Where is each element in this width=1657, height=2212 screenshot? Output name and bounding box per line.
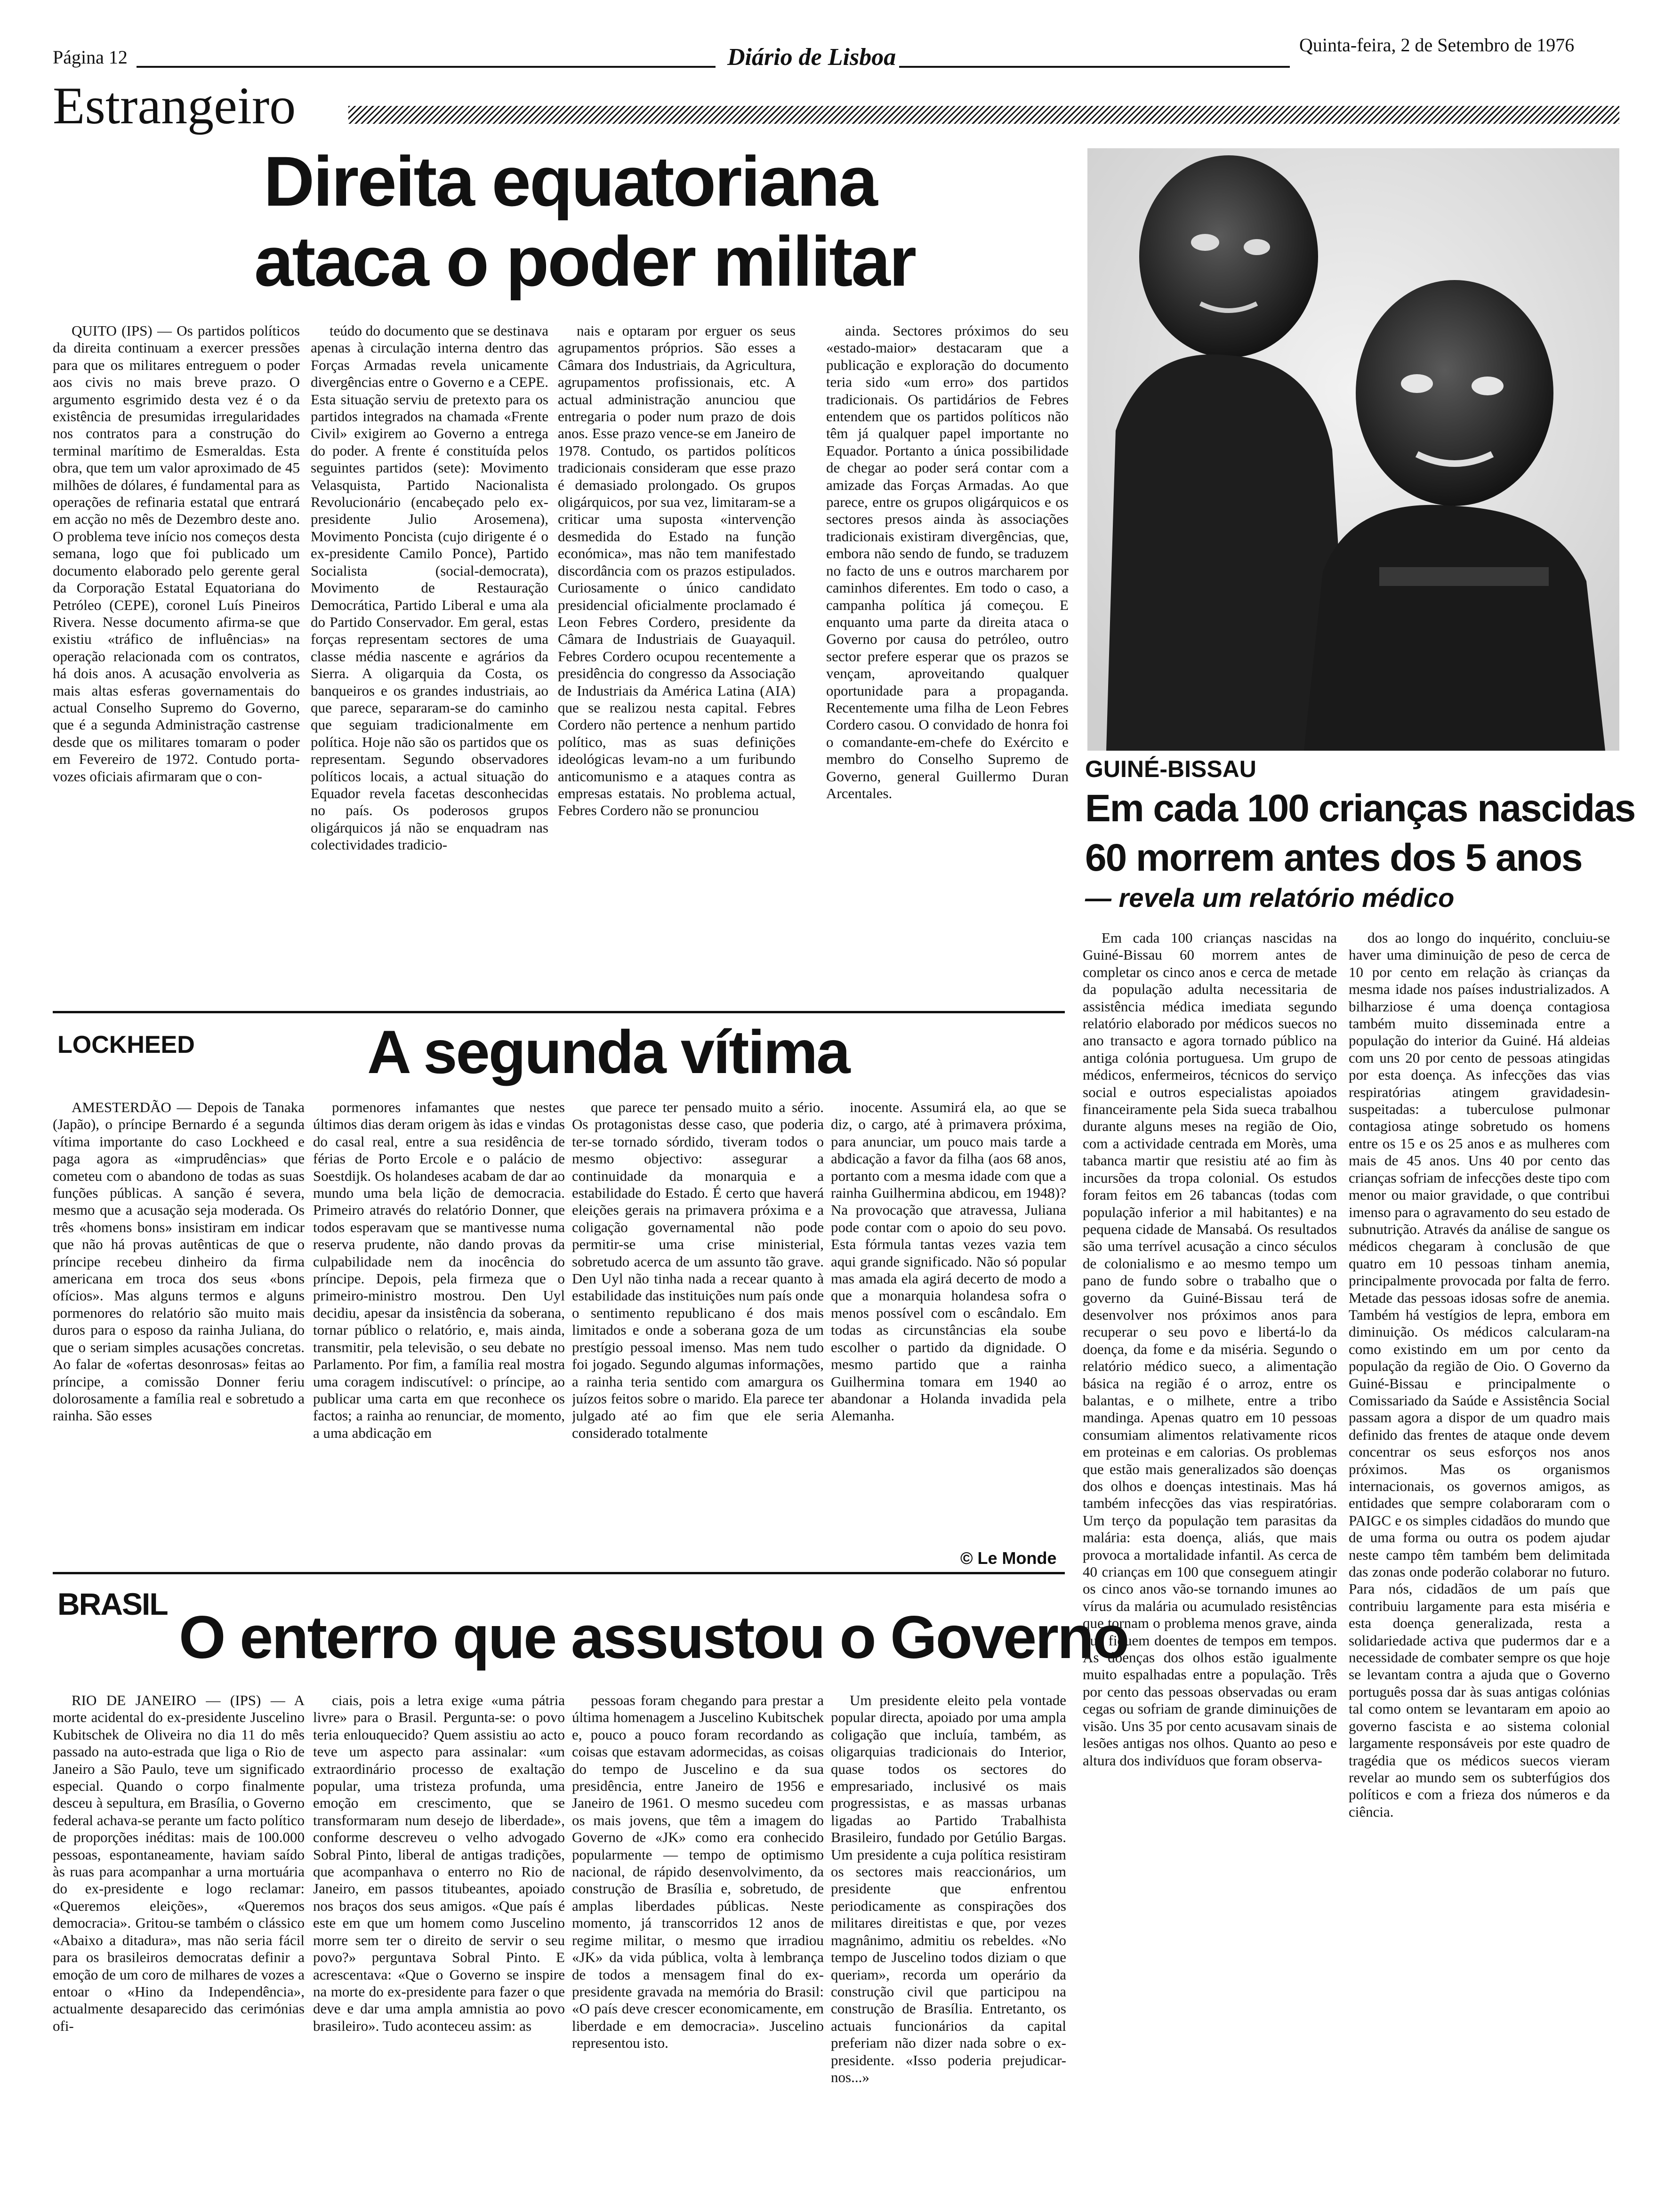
lockheed-kicker: LOCKHEED [57,1031,195,1058]
page-number: Página 12 [53,47,128,68]
masthead-rule-left [137,66,716,68]
article1-column [311,322,548,1000]
article1-col4-text: ainda. Sectores próximos do seu «estado-maior» destacaram que a publicação e exploração do documento teria sido «um erro» dos partidos tradicionais. Os partidários de Febres entendem que os partidos políticos não têm já qualquer papel importante no Equador. Portanto a única possibilidade de chegar ao poder será contar com a amizade das Forças Armadas. Ao que parece, entre os grupos oligárquicos e os sectores presos ainda às associações tradicionais existiram divergências, que, embora não sendo de fundo, se traduzem no facto de uns e outros marcharem por caminhos diferentes. Em todo o caso, a campanha política já começou. E enquanto uma parte da direita ataca o Governo por causa do petróleo, outro sector prefere esperar que os prazos se vençam, aproveitando qualquer oportunidade para a propaganda. Recentemente uma filha de Leon Febres Cordero casou. O convidado de honra foi o comandante-em-chefe do Exército e membro do Conselho Supremo de Governo, general Guillermo Duran Arcentales. [826,322,1069,801]
brasil-title: O enterro que assustou o Governo [179,1604,1128,1671]
guine-column [1349,930,1610,2139]
lockheed-col3-text: que parece ter pensado muito a sério. Os protagonistas desse caso, que poderia ter-se tornado sórdido, tiveram todos o mesmo objectivo: assegurar a continuidade da monarquia e a estabilidade do Estado. É certo que haverá eleições gerais na primavera próxima e a coligação governamental não pode permitir-se uma crise ministerial, sobretudo acerca de um assunto tão grave. Den Uyl não tinha nada a recear quanto à estabilidade das instituições num país onde o sentimento republicano é dos mais limitados e onde a soberana goza de um prestígio pessoal imenso. Mas nem tudo foi jogado. Segundo algumas informações, a rainha teria sentido com amargura os juízos feitos sobre o marido. Ela parece ter julgado até ao fim que ele seria considerado totalmente [572,1099,824,1441]
section-hatch [348,106,1619,124]
brasil-kicker: BRASIL [57,1587,168,1621]
brasil-column [572,1692,824,2177]
article1-col2-text: teúdo do documento que se destinava apenas à circulação interna dentro das Forças Armadas revela unicamente divergências entre o Governo e a CEPE. Esta situação serviu de pretexto para os partidos integrados na chamada «Frente Civil» exigirem ao Governo a entrega do poder. A frente é constituída pelos seguintes partidos (sete): Movimento Velasquista, Partido Nacionalista Revolucionário (encabeçado pelo ex-presidente Julio Arosemena), Movimento Poncista (cujo dirigente é o ex-presidente Camilo Ponce), Partido Socialista (social-democrata), Movimento de Restauração Democrática, Partido Liberal e uma ala do Partido Conservador. Em geral, estas forças representam sectores de uma classe média nascente e agrários da Sierra. A oligarquia da Costa, os banqueiros e os grandes industriais, ao que parece, separaram-se do caminho que seguiam tradicionalmente em política. Hoje não são os partidos que os representam. Segundo observadores políticos locais, a actual situação do Equador revela facetas desconhecidas no país. Os poderosos grupos oligárquicos já não se enquadram nas colectividades tradicio- [311,322,548,853]
children-photo [1087,148,1619,751]
guine-title-line2: 60 morrem antes dos 5 anos [1085,836,1582,879]
article1-column [53,322,300,1000]
article1-column [558,322,796,1000]
brasil-col3-text: pessoas foram chegando para prestar a última homenagem a Juscelino Kubitschek e, pouco a pouco foram recordando as coisas que estavam adormecidas, as coisas do tempo de Juscelino e da sua presidência, entre Janeiro de 1956 e Janeiro de 1961. O mesmo sucedeu com os mais jovens, que têm a imagem do Governo de «JK» como era conhecido popularmente — tempo de optimismo nacional, de rápido desenvolvimento, da construção de Brasília e, sobretudo, de amplas liberdades públicas. Neste momento, já transcorridos 12 anos de regime militar, o mesmo que irradiou «JK» da vida pública, volta à lembrança de todos a mensagem final do ex-presidente gravada na memória do Brasil: «O país deve crescer economicamente, em liberdade e em democracia». Juscelino representou isto. [572,1692,824,2052]
brasil-top-rule [53,1572,1065,1574]
brasil-col2-text: ciais, pois a letra exige «uma pátria livre» para o Brasil. Pergunta-se: o povo teria enlouquecido? Quem assistiu ao acto teve um aspecto para assinalar: «um extraordinário processo de exaltação popular, uma tristeza profunda, uma emoção em crescimento, que se transformaram num desejo de liberdade», conforme descreveu o velho advogado Sobral Pinto, liberal de antigas tradições, que acompanhava o enterro no Rio de Janeiro, em passos titubeantes, apoiado nos braços dos seus amigos. «Que país é este em que um homem como Juscelino morre sem ter o direito de servir o seu povo?» perguntava Sobral Pinto. E acrescentava: «Que o Governo se inspire na morte do ex-presidente para fazer o que deve e dar uma ampla amnistia ao povo brasileiro». Tudo aconteceu assim: as [313,1692,565,2034]
article1-col3-text: nais e optaram por erguer os seus agrupamentos próprios. São esses a Câmara dos Industriais, da Agricultura, agrupamentos profissionais, etc. A actual administração anunciou que entregaria o poder num prazo de dois anos. Esse prazo vence-se em Janeiro de 1978. Contudo, os partidos políticos tradicionais consideram que esse prazo é demasiado prolongado. Os grupos oligárquicos, por sua vez, limitaram-se a criticar uma suposta «intervenção desmedida do Estado na função económica», mas não tem manifestado discordância com os prazos estipulados. Curiosamente o único candidato presidencial oficialmente proclamado é Leon Febres Cordero, presidente da Câmara de Industriais de Guayaquil. Febres Cordero ocupou recentemente a presidência do congresso da Associação de Industriais da América Latina (AIA) que se realizou nesta capital. Febres Cordero não pertence a nenhum partido político, mas as suas definições ideológicas levam-no a um furibundo anticomunismo e a ataques contra as empresas estatais. No problema actual, Febres Cordero não se pronunciou [558,322,796,819]
guine-subtitle: — revela um relatório médico [1085,883,1455,913]
article1-col1-text: QUITO (IPS) — Os partidos políticos da direita continuam a exercer pressões para que os militares entreguem o poder aos civis no mais breve prazo. O argumento esgrimido desta vez é o da existência de presumidas irregularidades nos contratos para a construção do terminal marítimo de Esmeraldas. Esta obra, que tem um valor aproximado de 45 milhões de dólares, é fundamental para as operações de refinaria estatal que entrará em acção no mês de Dezembro deste ano. O problema teve início nos começos desta semana, logo que foi publicado um documento elaborado pelo gerente geral da Corporação Estatal Equatoriana do Petróleo (CEPE), coronel Luís Pineiros Rivera. Nesse documento afirma-se que existiu «tráfico de influências» na operação relacionada com os contratos, há dois anos. A acusação envolveria as mais altas esferas governamentais do actual Conselho Supremo do Governo, que é a segunda Administração castrense desde que os militares tomaram o poder em Fevereiro de 1972. Contudo porta-vozes oficiais afirmaram que o con- [53,322,300,785]
article1-title-line1: Direita equatoriana [264,142,877,221]
children-photo-illustration [1087,148,1619,751]
guine-column [1083,930,1337,2139]
guine-title-line1: Em cada 100 crianças nascidas [1085,787,1635,830]
section-title: Estrangeiro [53,77,296,135]
lockheed-col1-text: AMESTERDÃO — Depois de Tanaka (Japão), o príncipe Bernardo é a segunda vítima importante do caso Lockheed e paga agora as «imprudências» que cometeu com o abandono de todas as suas funções públicas. A sanção é severa, mesmo que a acusação seja moderada. Os três «homens bons» insistiram em indicar que não há provas autênticas de que o príncipe recebeu dinheiro da firma americana em troca dos seus «bons ofícios». Mas alguns termos e alguns pormenores do relatório são muito mais duros para o esposo da rainha Juliana, do que o seriam simples acusações concretas. Ao falar de «ofertas desonrosas» feitas ao príncipe, a comissão Donner feriu dolorosamente a família real e sobretudo a rainha. São esses [53,1099,305,1424]
brasil-column [53,1692,305,2177]
guine-col2-text: dos ao longo do inquérito, concluiu-se haver uma diminuição de peso de cerca de 10 por cento em relação às crianças da mesma idade nos países industrializados. A bilharziose é uma doença contagiosa também muito disseminada entre a população do interior da Guiné. Há aldeias com uns 20 por cento de pessoas atingidas por esta doença. As infecções das vias respiratórias atingem gravidadesin-suspeitadas: a tuberculose pulmonar contagiosa atinge sobretudo os homens entre os 15 e os 25 anos e as mulheres com mais de 45 anos. Uns 40 por cento das crianças sofriam de infecções deste tipo com menor ou maior gravidade, o que contribui imenso para o agravamento do seu estado de subnutrição. Através da análise de sangue os médicos chegaram à conclusão de que quatro em 10 pessoas tinham anemia, principalmente provocada por falta de ferro. Metade das pessoas idosas sofre de anemia. Também há vestígios de lepra, embora em diminuição. Os médicos calcularam-na como existindo em um por cento da população da região de Oio. O Governo da Guiné-Bissau e principalmente o Comissariado da Saúde e Assistência Social passam agora a dispor de um quadro mais definido das frentes de ataque onde devem concentrar os seus esforços nos anos próximos. Mas os organismos internacionais, os governos amigos, as entidades que sempre colaboraram com o PAIGC e os simples cidadãos do mundo que de uma forma ou outra os podem ajudar neste campo têm também bem delimitada das zonas onde poderão colaborar no futuro. Para nós, cidadãos de um país que contribuiu largamente para esta miséria e esta doença generalizada, resta a solidariedade activa que pudermos dar e a necessidade de combater sempre os que hoje se levantam contra a ajuda que o Governo português possa dar às suas antigas colónias tal como ontem se levantaram em apoio ao governo fascista e ao sistema colonial largamente responsáveis por este quadro de tragédia que os médicos suecos vieram revelar ao mundo sem os subterfúgios dos políticos e com a frieza dos números e da ciência. [1349,930,1610,1820]
lockheed-top-rule [53,1011,1065,1013]
lockheed-title: A segunda vítima [367,1018,849,1086]
lockheed-column [831,1099,1066,1546]
lockheed-col2-text: pormenores infamantes que nestes últimos dias deram origem às idas e vindas do casal real, entre a sua residência de férias de Porto Ercole e o palácio de Soestdijk. Os holandeses acabam de dar ao mundo uma bela lição de democracia. Primeiro através do relatório Donner, que todos esperavam que se mantivesse numa reserva prudente, não dando provas da culpabilidade nem da inocência do príncipe. Depois, pela firmeza que o primeiro-ministro mostrou. Den Uyl decidiu, apesar da insistência da soberana, tornar público o relatório, e, mais ainda, transmitir, pela televisão, o seu debate no Parlamento. Por fim, a família real mostra uma coragem indiscutível: o príncipe, ao publicar uma carta em que reconhece os factos; a rainha ao renunciar, de momento, a uma abdicação em [313,1099,565,1441]
lockheed-column [53,1099,305,1570]
newspaper-name: Diário de Lisboa [727,44,896,71]
lockheed-column [313,1099,565,1570]
masthead-rule-right [899,66,1290,68]
brasil-column [313,1692,565,2177]
lockheed-col4-text: inocente. Assumirá ela, ao que se diz, o cargo, até à primavera próxima, para anunciar, um pouco mais tarde a abdicação a favor da filha (aos 68 anos, portanto com a mesma idade com que a rainha Guilhermina abdicou, em 1948)? Na provocação que atravessa, Juliana pode contar com o apoio do seu povo. Esta fórmula tantas vezes vazia tem aqui grande significado. Não só popular mas amada ela agirá decerto de modo a que a monarquia holandesa sofra o menos possível com o escândalo. Em todas as circunstâncias ela soube escolher o partido da dignidade. O mesmo partido que a rainha Guilhermina tomara em 1940 ao abandonar a Holanda invadida pela Alemanha. [831,1099,1066,1424]
article1-title-line2: ataca o poder militar [254,222,916,301]
brasil-col4-text: Um presidente eleito pela vontade popular directa, apoiado por uma ampla coligação que incluía, também, as oligarquias tradicionais do Interior, quase todos os sectores do empresariado, inclusivé os mais progressistas, e as massas urbanas ligadas ao Partido Trabalhista Brasileiro, fundado por Getúlio Bargas. Um presidente a cuja política resistiram os sectores mais reaccionários, um presidente que enfrentou periodicamente as conspirações dos militares direitistas e que, por vezes magnânimo, admitiu os rebeldes. «No tempo de Juscelino todos diziam o que queriam», recorda um operário da construção civil que participou na construção de Brasília. Entretanto, os actuais funcionários da capital preferiam não dizer nada sobre o ex-presidente. «Isso poderia prejudicar-nos...» [831,1692,1066,2085]
brasil-column [831,1692,1066,2177]
guine-kicker: GUINÉ-BISSAU [1085,756,1256,782]
guine-col1-text: Em cada 100 crianças nascidas na Guiné-Bissau 60 morrem antes de completar os cinco anos e cerca de metade da população adulta necessitaria de assistência médica imediata segundo relatório elaborado por médicos suecos no ano transacto e agora tornado público na antiga colónia portuguesa. Um grupo de médicos, enfermeiros, técnicos do serviço social e outros especialistas apoiados financeiramente pela Sida sueca trabalhou durante alguns meses na região de Oio, com a actividade centrada em Morès, uma tabanca martir que resistiu até ao fim às incursões da tropa colonial. Os estudos foram feitos em 26 tabancas (todas com população inferior a mil habitantes) e na pequena cidade de Mansabá. Os resultados são uma terrível acusação a cinco séculos de colonialismo e ao mesmo tempo um pano de fundo sobre o trabalho que o governo da Guiné-Bissau terá de desenvolver nos próximos anos para recuperar o seu povo e libertá-lo da doença, da fome e da miséria. Segundo o relatório médico sueco, a alimentação básica na região é o arroz, entre os balantas, e o milhete, entre a tribo mandinga. Apenas quatro em 10 pessoas consumiam alimentos relativamente ricos em proteinas e em calorias. Os problemas que estão mais generalizados são doenças dos olhos e doenças intestinais. Mas há também infecções das vias respiratórias. Um terço da população tem parasitas da malária: esta doença, aliás, que mais provoca a mortalidade infantil. As cerca de 40 crianças em 100 que conseguem atingir os cinco anos vão-se tornando imunes ao vírus da malária ou acumulado resistências que tornam o problema menos grave, ainda que fiquem doentes de tempos em tempos. As doenças dos olhos estão igualmente muito espalhadas entre a população. Três por cento das pessoas observadas ou eram cegas ou sofriam de grande diminuições de visão. Uns 35 por cento acusavam sinais de lesões antigas nos olhos. Quanto ao peso e altura dos indivíduos que foram observa- [1083,930,1337,1769]
brasil-col1-text: RIO DE JANEIRO — (IPS) — A morte acidental do ex-presidente Juscelino Kubitschek de Oliveira no dia 11 do mês passado na auto-estrada que liga o Rio de Janeiro a São Paulo, teve um significado especial. Quando o corpo finalmente desceu à sepultura, em Brasília, o Governo federal achava-se perante um facto político de proporções inéditas: mais de 100.000 pessoas, espontaneamente, haviam saído às ruas para acompanhar a urna mortuária do ex-presidente e logo reclamar: «Queremos eleições», «Queremos democracia». Gritou-se também o clássico «Abaixo a ditadura», mas não seria fácil para os brasileiros democratas definir a emoção de um coro de milhares de vozes a entoar o «Hino da Independência», actualmente desaparecido das cerimónias ofi- [53,1692,305,2034]
article1-column [826,322,1069,1000]
lockheed-credit: © Le Monde [960,1548,1057,1568]
lockheed-column [572,1099,824,1570]
masthead-date: Quinta-feira, 2 de Setembro de 1976 [1299,34,1575,56]
